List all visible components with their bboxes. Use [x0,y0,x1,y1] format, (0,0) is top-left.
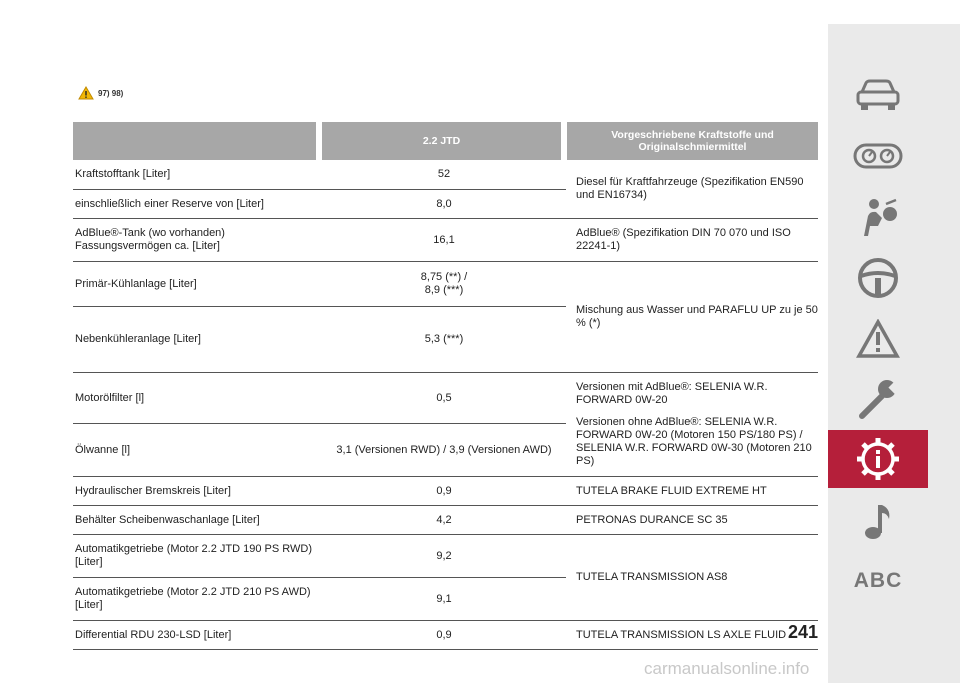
header-engine: 2.2 JTD [422,135,461,147]
warning-reference [78,86,123,100]
chapter-driving[interactable] [828,252,928,304]
table-row-label: Behälter Scheibenwaschanlage [Liter] [75,513,260,526]
dashboard-gauges-icon [853,141,903,171]
spec-fuel: Diesel für Kraftfahrzeuge (Spezifikation EN590 und EN16734) [576,176,804,201]
table-row-label: Differential RDU 230-LSD [Liter] [75,628,232,641]
warning-triangle-icon [78,86,94,100]
spec-coolant: Mischung aus Wasser und PARAFLU UP zu je 50 % (*) [576,304,818,329]
table-row-label: AdBlue®-Tank (wo vorhanden) Fassungsvermögen ca. [Liter] [75,227,225,252]
spec-adblue: AdBlue® (Spezifikation DIN 70 070 und ISO 22241-1) [576,227,791,252]
table-row-value: 0,9 [436,628,452,641]
abc-index-label: ABC [853,569,903,592]
header-fluids: Vorgeschriebene Kraftstoffe und Originalschmiermittel [611,129,774,153]
header-cell-blank [73,122,316,160]
chapter-multimedia[interactable] [828,496,928,546]
warning-refs: 97) 98) [98,88,124,98]
table-row-label: Primär-Kühlanlage [Liter] [75,277,197,290]
table-row-label: Kraftstofftank [Liter] [75,168,171,180]
table-row-value: 9,1 [436,592,452,605]
table-header [73,122,818,160]
chapter-technical-data[interactable] [828,430,928,488]
table-row-value: 8,75 (**) / 8,9 (***) [420,271,468,296]
watermark: carmanualsonline.info [644,659,810,678]
airbag-seat-icon [856,196,900,240]
car-icon [854,78,902,112]
warning-triangle-outline-icon [856,319,900,359]
table-row-value: 5,3 (***) [424,333,464,345]
table-row-label: Automatikgetriebe (Motor 2.2 JTD 190 PS RWD) [Liter] [75,543,312,568]
table-row-value: 0,5 [436,391,452,404]
chapter-index[interactable] [828,564,928,598]
wrench-icon [856,376,900,420]
table-body [73,160,818,650]
table-row-label: Automatikgetriebe (Motor 2.2 JTD 210 PS AWD) [Liter] [75,586,311,611]
table-row-value: 52 [437,168,451,180]
chapter-dashboard[interactable] [828,134,928,178]
music-note-icon [863,501,893,541]
spec-oil-adblue: Versionen mit AdBlue®: SELENIA W.R. FORWARD 0W-20 [576,381,768,406]
table-row-value: 4,2 [436,513,452,526]
table-row-label: einschließlich einer Reserve von [Liter] [75,197,264,210]
spec-brake: TUTELA BRAKE FLUID EXTREME HT [576,484,767,497]
chapter-maintenance[interactable] [828,372,928,424]
table-row-value: 8,0 [436,197,452,210]
spec-transmission: TUTELA TRANSMISSION AS8 [576,571,728,583]
steering-wheel-icon [856,256,900,300]
chapter-emergency[interactable] [828,314,928,364]
table-row-label: Ölwanne [l] [75,443,131,456]
chapter-safety[interactable] [828,192,928,244]
spec-differential: TUTELA TRANSMISSION LS AXLE FLUID [576,628,787,641]
spec-oil-no-adblue: Versionen ohne AdBlue®: SELENIA W.R. FORWARD 0W-20 (Motoren 150 PS/180 PS) / SELENIA W.R. FORWARD 0W-30 (Motoren 210 PS) [576,416,812,467]
table-row-label: Motorölfilter [l] [75,391,145,404]
table-row-value: 16,1 [433,233,455,246]
info-gear-icon [855,436,901,482]
capacities-table [73,122,818,650]
chapter-vehicle[interactable] [828,70,928,120]
table-row-value: 3,1 (Versionen RWD) / 3,9 (Versionen AWD) [336,443,552,456]
chapter-sidebar [828,24,960,683]
spec-washer: PETRONAS DURANCE SC 35 [576,513,728,526]
table-row-label: Hydraulischer Bremskreis [Liter] [75,484,231,497]
table-row-label: Nebenkühleranlage [Liter] [75,333,201,345]
table-row-value: 9,2 [436,549,452,562]
table-row-value: 0,9 [436,484,452,497]
page-number: 241 [787,622,818,642]
